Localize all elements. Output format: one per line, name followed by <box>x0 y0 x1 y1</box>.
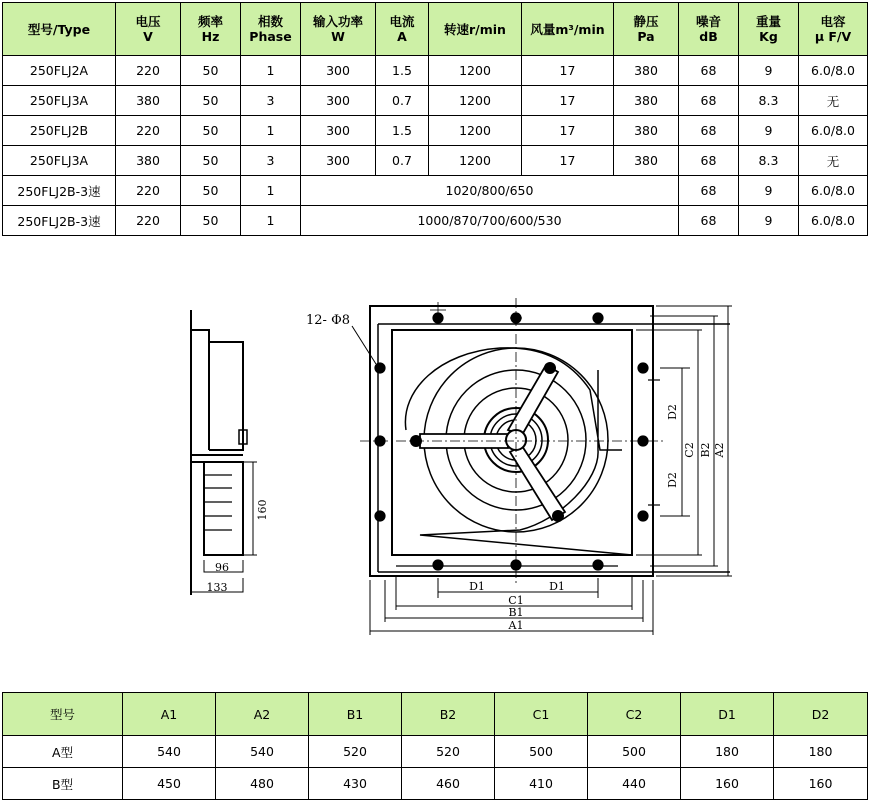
spec-cell-freq: 50 <box>181 56 241 86</box>
spec-cell-type: 250FLJ2B-3速 <box>3 206 116 236</box>
spec-header-line1: 型号/Type <box>27 21 91 37</box>
side-outer-width-label: 133 <box>206 581 228 594</box>
spec-cell-capacitor: 6.0/8.0 <box>799 56 868 86</box>
spec-cell-type: 250FLJ2A <box>3 56 116 86</box>
spec-header-cell <box>181 3 241 56</box>
spec-cell-phase: 1 <box>241 176 301 206</box>
spec-cell-pressure: 380 <box>614 146 679 176</box>
dim-cell: 160 <box>681 768 774 800</box>
spec-header-cell <box>522 3 614 56</box>
spec-row <box>3 146 868 176</box>
spec-cell-power: 300 <box>301 56 376 86</box>
spec-header-cell <box>376 3 429 56</box>
spec-header-line2: μ F/V <box>814 29 852 44</box>
spec-header-cell <box>614 3 679 56</box>
spec-header-line1: 相数 <box>257 14 283 29</box>
spec-cell-power: 300 <box>301 146 376 176</box>
mounting-hole <box>638 436 648 446</box>
spec-cell-merged: 1000/870/700/600/530 <box>301 206 679 236</box>
dim-cell: 430 <box>309 768 402 800</box>
spec-cell-capacitor: 6.0/8.0 <box>799 116 868 146</box>
spec-cell-noise: 68 <box>679 176 739 206</box>
spec-header-line1: 电压 <box>135 14 161 29</box>
spec-cell-phase: 1 <box>241 116 301 146</box>
spec-header-line1: 电流 <box>389 14 415 29</box>
dim-label-b2: B2 <box>699 442 712 458</box>
spec-cell-freq: 50 <box>181 86 241 116</box>
spec-header-cell <box>241 3 301 56</box>
spec-table <box>2 2 868 236</box>
mounting-hole <box>375 363 385 373</box>
spec-cell-speed: 1200 <box>429 146 522 176</box>
dim-header-cell: C2 <box>588 693 681 736</box>
spec-cell-weight: 9 <box>739 176 799 206</box>
spec-cell-freq: 50 <box>181 116 241 146</box>
spec-header-line1: 静压 <box>633 14 659 29</box>
fan-technical-drawing <box>0 290 870 650</box>
spec-cell-capacitor: 6.0/8.0 <box>799 176 868 206</box>
spec-header-row <box>3 3 868 56</box>
dim-cell: 180 <box>774 736 868 768</box>
spec-row <box>3 86 868 116</box>
spec-header-line1: 输入功率 <box>312 14 363 29</box>
spec-cell-airflow: 17 <box>522 146 614 176</box>
dim-cell: 540 <box>216 736 309 768</box>
spec-cell-weight: 9 <box>739 116 799 146</box>
spec-header-line2: Kg <box>759 29 778 44</box>
front-view <box>360 298 730 586</box>
spec-cell-freq: 50 <box>181 206 241 236</box>
spec-cell-weight: 8.3 <box>739 86 799 116</box>
spec-cell-voltage: 220 <box>116 206 181 236</box>
spec-cell-airflow: 17 <box>522 116 614 146</box>
mounting-hole <box>433 560 443 570</box>
dim-cell: 480 <box>216 768 309 800</box>
spec-header-cell <box>301 3 376 56</box>
spec-cell-noise: 68 <box>679 56 739 86</box>
spec-cell-weight: 9 <box>739 56 799 86</box>
spec-header-cell <box>679 3 739 56</box>
dim-cell: 520 <box>309 736 402 768</box>
spec-header-line1: 重量 <box>755 14 781 29</box>
dim-label-d1-right: D1 <box>549 580 565 593</box>
dim-cell: 500 <box>495 736 588 768</box>
dim-header-cell: D2 <box>774 693 868 736</box>
spec-cell-capacitor: 无 <box>799 86 868 116</box>
spec-cell-speed: 1200 <box>429 116 522 146</box>
spec-cell-noise: 68 <box>679 116 739 146</box>
dim-body <box>3 736 868 800</box>
spec-header-cell <box>739 3 799 56</box>
spec-header-cell <box>799 3 868 56</box>
mounting-hole <box>510 313 522 323</box>
spec-cell-pressure: 380 <box>614 86 679 116</box>
spec-header-line2: Pa <box>637 29 655 44</box>
dim-label-d2-top: D2 <box>666 404 679 420</box>
dim-row <box>3 768 868 800</box>
spec-header-line2: V <box>143 29 153 44</box>
spec-cell-current: 0.7 <box>376 86 429 116</box>
spec-cell-noise: 68 <box>679 86 739 116</box>
spec-row <box>3 56 868 86</box>
spec-cell-speed: 1200 <box>429 56 522 86</box>
side-view <box>191 310 257 595</box>
mounting-hole <box>375 436 385 446</box>
mounting-hole <box>638 363 648 373</box>
spec-header-line1: 电容 <box>820 14 846 29</box>
dim-header-cell: A2 <box>216 693 309 736</box>
mounting-hole <box>638 511 648 521</box>
spec-cell-phase: 3 <box>241 86 301 116</box>
spec-cell-pressure: 380 <box>614 56 679 86</box>
dim-label-d1-left: D1 <box>469 580 485 593</box>
spec-cell-type: 250FLJ3A <box>3 146 116 176</box>
mounting-hole <box>511 560 521 570</box>
spec-cell-phase: 1 <box>241 56 301 86</box>
spec-cell-capacitor: 6.0/8.0 <box>799 206 868 236</box>
mounting-hole <box>593 560 603 570</box>
spec-cell-type: 250FLJ2B <box>3 116 116 146</box>
mounting-hole <box>375 511 385 521</box>
spec-header-line2: dB <box>699 29 718 44</box>
spec-cell-speed: 1200 <box>429 86 522 116</box>
spec-header-line1: 风量m³/min <box>530 21 605 37</box>
spec-cell-power: 300 <box>301 116 376 146</box>
dim-cell: B型 <box>3 768 123 800</box>
side-height-label: 160 <box>256 499 269 521</box>
spec-cell-freq: 50 <box>181 146 241 176</box>
spec-cell-power: 300 <box>301 86 376 116</box>
spec-cell-current: 0.7 <box>376 146 429 176</box>
dim-label-a1: A1 <box>508 619 524 632</box>
hole-callout-label: 12- Φ8 <box>306 313 350 328</box>
spec-cell-noise: 68 <box>679 206 739 236</box>
spec-header-line1: 噪音 <box>695 14 721 29</box>
spec-header-cell <box>429 3 522 56</box>
dim-header-cell: D1 <box>681 693 774 736</box>
dim-cell: 180 <box>681 736 774 768</box>
spec-cell-capacitor: 无 <box>799 146 868 176</box>
side-inner-width-label: 96 <box>215 561 229 574</box>
dim-cell: 160 <box>774 768 868 800</box>
dim-header-cell: B1 <box>309 693 402 736</box>
dim-cell: 410 <box>495 768 588 800</box>
dim-cell: A型 <box>3 736 123 768</box>
dim-header-cell: A1 <box>123 693 216 736</box>
dim-header-cell: 型号 <box>3 693 123 736</box>
spec-row <box>3 116 868 146</box>
dim-header-cell: B2 <box>402 693 495 736</box>
spec-header-line1: 频率 <box>197 14 223 29</box>
spec-cell-current: 1.5 <box>376 116 429 146</box>
dim-header-row <box>3 693 868 736</box>
spec-cell-voltage: 220 <box>116 56 181 86</box>
spec-cell-type: 250FLJ3A <box>3 86 116 116</box>
dim-label-d2-bottom: D2 <box>666 472 679 488</box>
dim-cell: 440 <box>588 768 681 800</box>
spec-cell-voltage: 220 <box>116 116 181 146</box>
spec-row <box>3 176 868 206</box>
spec-cell-noise: 68 <box>679 146 739 176</box>
spec-cell-merged: 1020/800/650 <box>301 176 679 206</box>
spec-cell-type: 250FLJ2B-3速 <box>3 176 116 206</box>
spec-body <box>3 56 868 236</box>
spec-cell-current: 1.5 <box>376 56 429 86</box>
spec-cell-voltage: 380 <box>116 146 181 176</box>
spec-header-line2: Phase <box>249 29 292 44</box>
spec-header-line2: W <box>331 29 345 44</box>
spec-cell-weight: 9 <box>739 206 799 236</box>
spec-header-cell <box>3 3 116 56</box>
spec-header-line2: Hz <box>201 29 220 44</box>
spec-cell-airflow: 17 <box>522 56 614 86</box>
spec-header-line2: A <box>397 29 407 44</box>
spec-cell-airflow: 17 <box>522 86 614 116</box>
dim-label-b1: B1 <box>508 606 524 619</box>
spec-cell-freq: 50 <box>181 176 241 206</box>
spec-cell-voltage: 220 <box>116 176 181 206</box>
dim-label-c2: C2 <box>683 442 696 458</box>
mounting-hole <box>593 313 603 323</box>
spec-cell-phase: 1 <box>241 206 301 236</box>
dim-cell: 460 <box>402 768 495 800</box>
dim-cell: 520 <box>402 736 495 768</box>
spec-cell-voltage: 380 <box>116 86 181 116</box>
dim-label-c1: C1 <box>508 594 524 607</box>
dim-label-a2: A2 <box>713 442 726 458</box>
dim-cell: 500 <box>588 736 681 768</box>
dimension-table <box>2 692 868 800</box>
spec-cell-pressure: 380 <box>614 116 679 146</box>
spec-row <box>3 206 868 236</box>
dim-header-cell: C1 <box>495 693 588 736</box>
spec-header-line1: 转速r/min <box>444 21 506 37</box>
spec-cell-phase: 3 <box>241 146 301 176</box>
dim-cell: 450 <box>123 768 216 800</box>
dim-cell: 540 <box>123 736 216 768</box>
spec-cell-weight: 8.3 <box>739 146 799 176</box>
dim-row <box>3 736 868 768</box>
spec-header-cell <box>116 3 181 56</box>
